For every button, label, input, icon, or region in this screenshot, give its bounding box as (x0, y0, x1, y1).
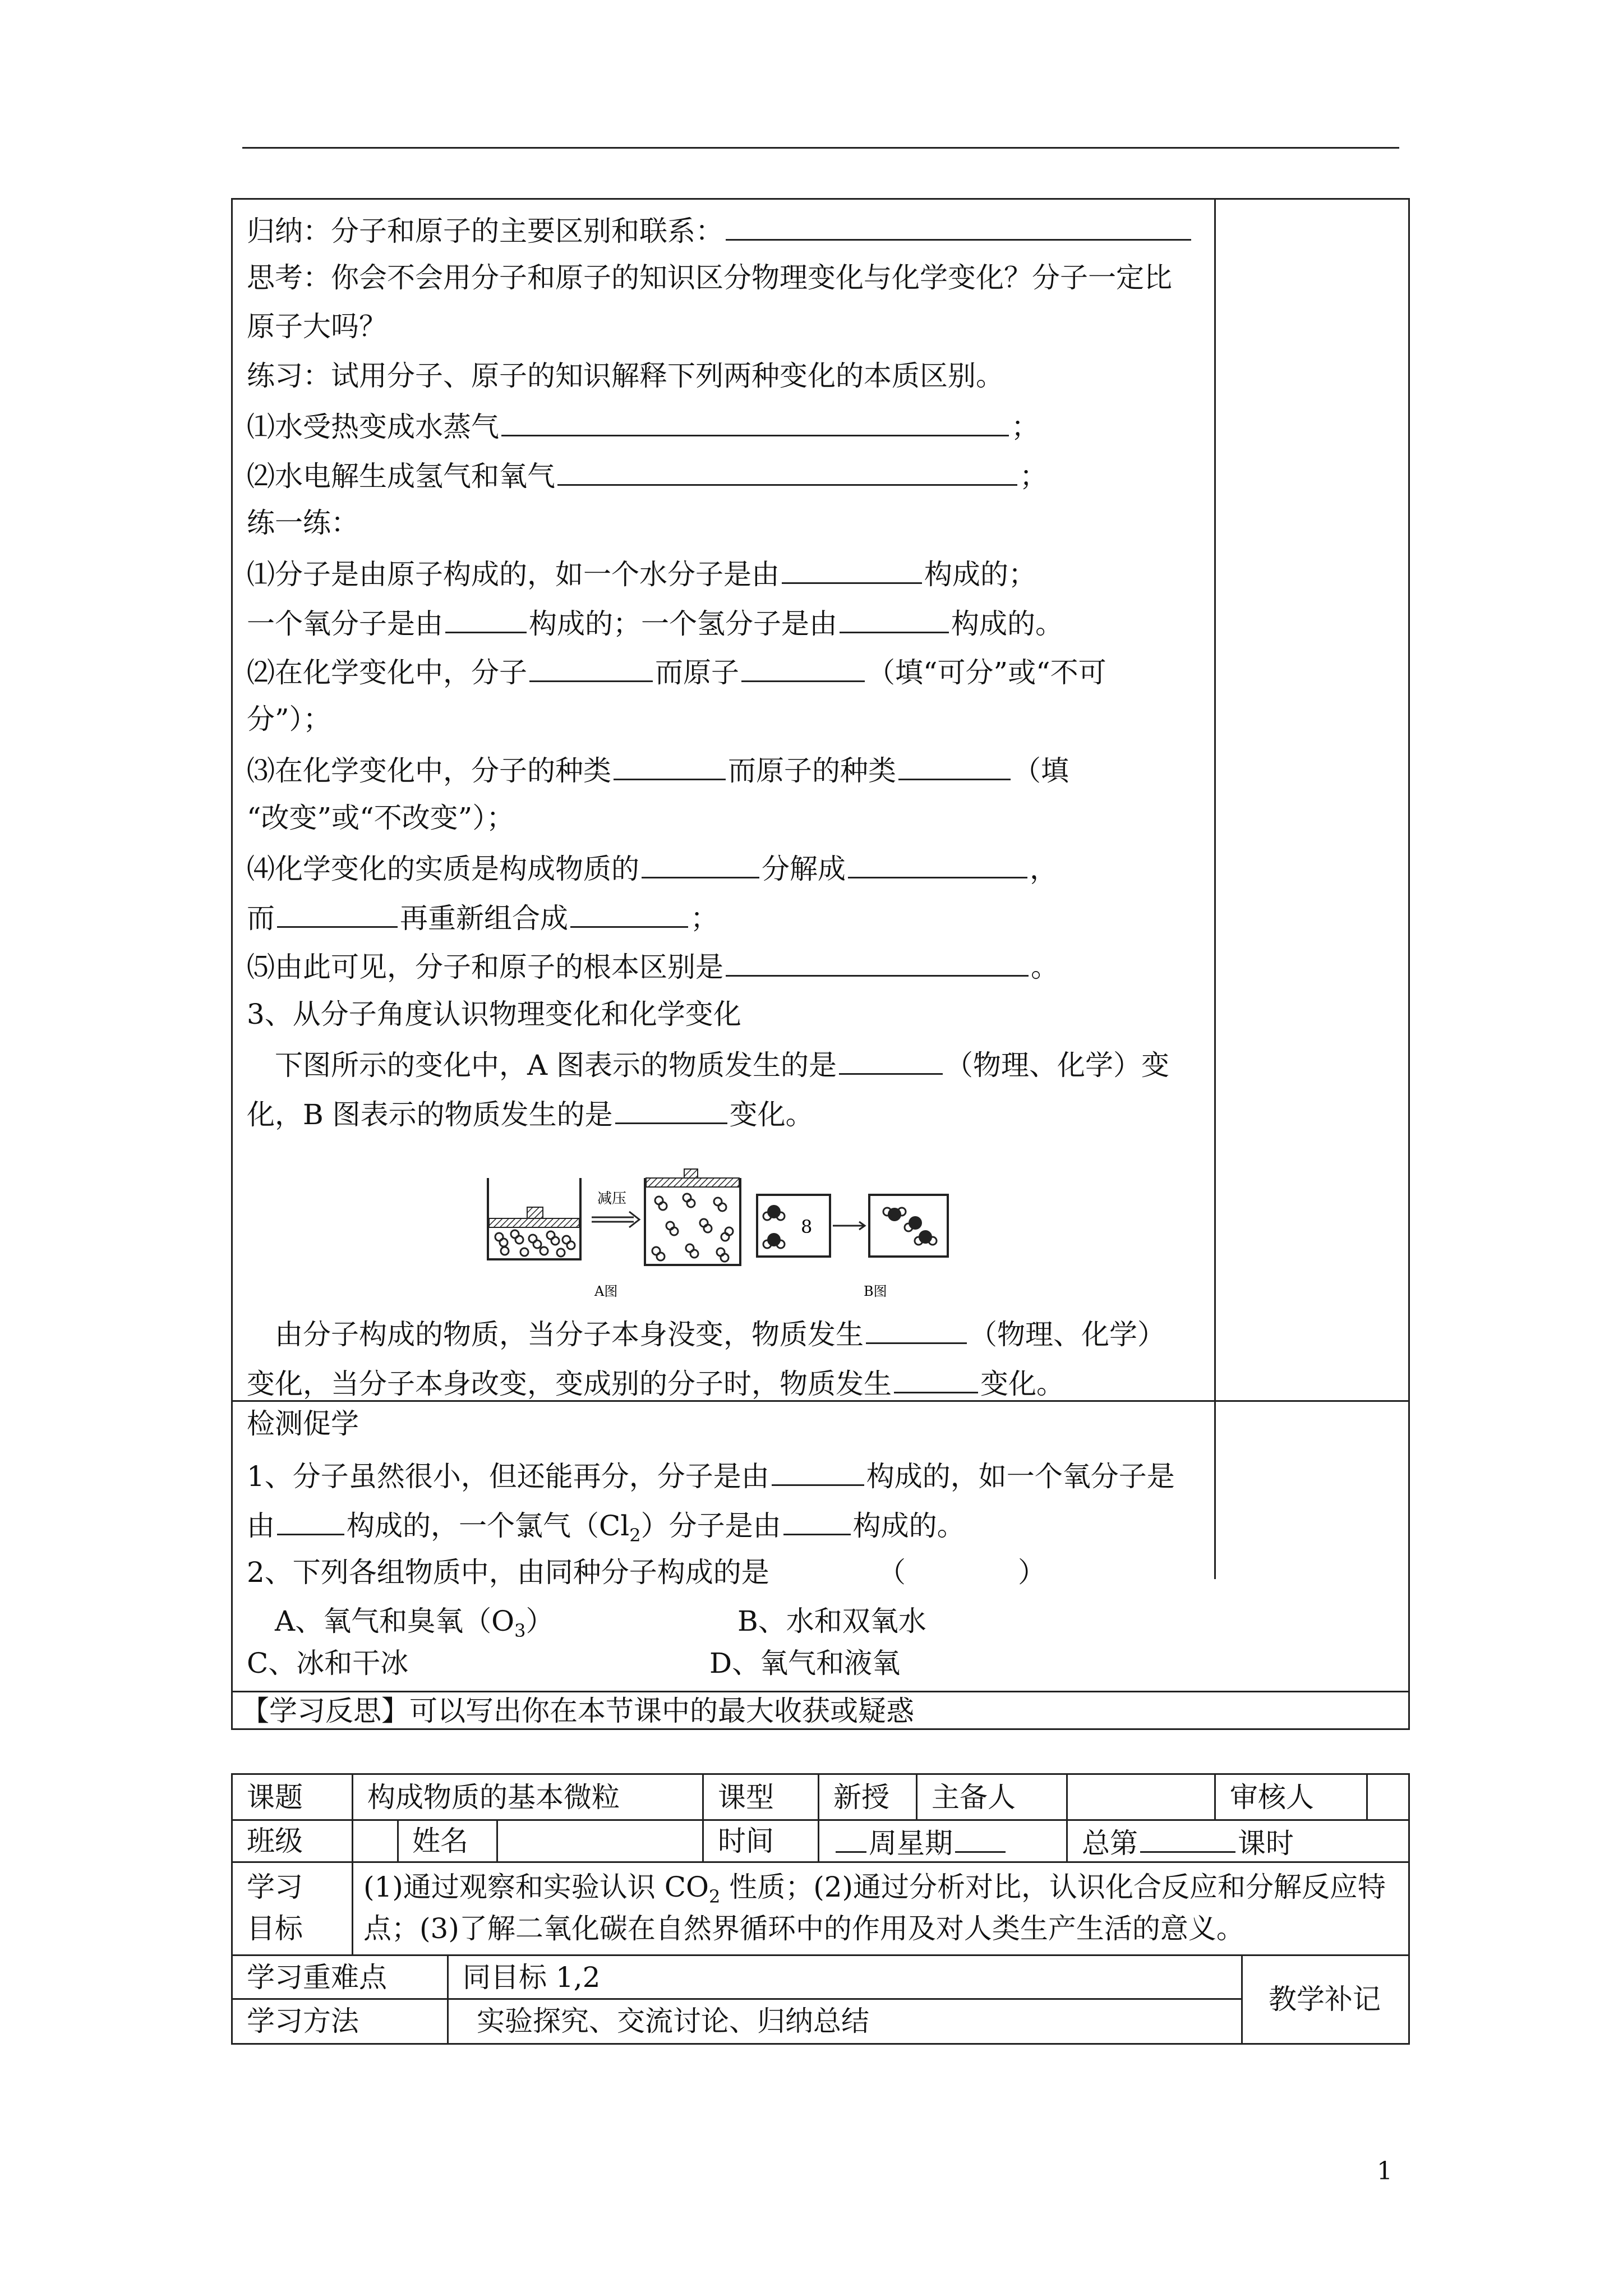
option-c[interactable]: C、冰和干冰 (247, 1647, 409, 1680)
col-divider (1366, 1773, 1368, 1819)
text-line: 变化。 (729, 1098, 814, 1131)
option-a[interactable] (275, 1604, 554, 1648)
answer-blank[interactable] (614, 752, 726, 780)
text-line: ⑶在化学变化中，分子的种类 (247, 754, 611, 787)
text-line: 1、分子虽然很小，但还能再分，分子是由 (247, 1460, 769, 1493)
answer-blank[interactable] (836, 1824, 866, 1853)
text-line: ⑷化学变化的实质是构成物质的 (247, 853, 639, 885)
method-value: 实验探究、交流讨论、归纳总结 (477, 2005, 869, 2037)
week-field[interactable] (833, 1824, 1008, 1860)
col-divider (702, 1773, 704, 1861)
arrow-label: 减压 (597, 1190, 627, 1207)
text-line: ⑴水受热变成水蒸气 (247, 411, 499, 443)
week-label: 周星期 (869, 1827, 953, 1860)
label-lesson-type: 课型 (718, 1781, 774, 1814)
text-line: 3、从分子角度认识物理变化和化学变化 (247, 998, 741, 1030)
row-divider (231, 1954, 1410, 1956)
text-line: 2、下列各组物质中，由同种分子构成的是 (247, 1556, 769, 1589)
answer-blank[interactable] (772, 1457, 864, 1486)
subscript: 2 (629, 1525, 641, 1546)
text-line: ⑵在化学变化中，分子 (247, 656, 527, 689)
right-column-divider (1214, 198, 1216, 1579)
text-line: 由分子构成的物质，当分子本身没变，物质发生 (275, 1318, 864, 1351)
col-divider (447, 1954, 449, 2045)
text-line: （填 (1013, 754, 1069, 787)
text-line: ⑵水电解生成氢气和氧气 (247, 460, 555, 493)
subscript: 3 (514, 1620, 526, 1641)
subscript: 2 (708, 1886, 721, 1907)
answer-blank[interactable] (277, 1507, 344, 1535)
goal-line-1 (363, 1870, 1386, 1913)
answer-blank[interactable] (898, 752, 1011, 780)
answer-blank[interactable] (783, 1507, 851, 1535)
page-number: 1 (1377, 2157, 1393, 2185)
text-line: ）分子是由 (640, 1510, 781, 1542)
container-b-after (869, 1195, 948, 1257)
text-line: 由 (247, 1510, 275, 1542)
row-divider-2 (231, 1691, 1410, 1692)
text-line: 构成的，如一个氧分子是 (866, 1460, 1175, 1493)
row-divider (231, 1861, 1410, 1863)
answer-blank[interactable] (642, 850, 759, 878)
topic-value: 构成物质的基本微粒 (367, 1781, 620, 1814)
reflection-prompt: 【学习反思】可以写出你在本节课中的最大收获或疑惑 (241, 1695, 914, 1727)
total-lessons-field[interactable] (1082, 1824, 1294, 1860)
hydrogen-pair-glyph: 8 (801, 1216, 813, 1237)
col-divider (352, 1773, 353, 1861)
row-divider (231, 1819, 1410, 1821)
label-goal-2: 目标 (247, 1912, 303, 1945)
label-time: 时间 (718, 1825, 774, 1857)
text-line: ； (1020, 460, 1048, 493)
col-divider (397, 1819, 399, 1861)
text-line: ； (1011, 411, 1039, 443)
answer-blank[interactable] (445, 605, 527, 633)
key-points-value: 同目标 1,2 (463, 1961, 601, 1994)
text-line: 构成的；一个氢分子是由 (529, 608, 837, 640)
text-line: 归纳：分子和原子的主要区别和联系： (247, 215, 723, 247)
header-rule (242, 147, 1399, 149)
col-divider (1214, 1773, 1216, 1819)
answer-blank[interactable] (839, 1046, 943, 1075)
answer-blank[interactable] (726, 948, 1029, 977)
col-divider (916, 1773, 917, 1819)
lesson-label: 课时 (1238, 1827, 1294, 1860)
figure-a-label: A图 (594, 1283, 618, 1299)
text-line: 化，B 图表示的物质发生的是 (247, 1098, 613, 1131)
goal-line-2: 点；(3)了解二氧化碳在自然界循环中的作用及对人类生产生活的意义。 (363, 1912, 1244, 1945)
arrow-icon (592, 1190, 639, 1227)
col-divider (818, 1773, 819, 1861)
answer-blank[interactable] (955, 1824, 1006, 1853)
answer-parentheses[interactable]: （ ） (878, 1556, 1046, 1589)
goal-text: 性质；(2)通过分析对比，认识化合反应和分解反应特 (720, 1871, 1386, 1903)
section-heading: 检测促学 (247, 1407, 359, 1440)
text-line: 而 (247, 902, 275, 935)
figure-b-label: B图 (864, 1283, 887, 1299)
option-b[interactable]: B、水和双氧水 (737, 1605, 926, 1637)
answer-blank[interactable] (840, 605, 949, 633)
text-line: 构成的； (924, 558, 1036, 591)
answer-blank[interactable] (277, 899, 398, 928)
container-a-after (645, 1169, 740, 1265)
label-preparer: 主备人 (932, 1781, 1016, 1814)
arrow-icon (833, 1222, 865, 1230)
text-line: 下图所示的变化中，A 图表示的物质发生的是 (275, 1049, 837, 1082)
text-line: （填“可分”或“不可 (867, 656, 1106, 689)
text-line: 思考：你会不会用分子和原子的知识区分物理变化与化学变化？分子一定比 (247, 261, 1172, 294)
answer-blank[interactable] (726, 212, 1191, 241)
answer-blank[interactable] (1140, 1824, 1235, 1853)
text-line: 练一练： (247, 507, 359, 539)
answer-blank[interactable] (866, 1315, 967, 1344)
answer-blank[interactable] (557, 457, 1017, 486)
text-line: ， (1030, 853, 1058, 885)
label-class: 班级 (247, 1825, 303, 1857)
text-line: 分”）； (247, 703, 331, 735)
col-divider (352, 1861, 353, 1954)
label-topic: 课题 (247, 1781, 303, 1814)
col-divider (496, 1819, 498, 1861)
molecule-diagram (482, 1156, 987, 1301)
label-name: 姓名 (412, 1825, 468, 1857)
text-line: 变化，当分子本身改变，变成别的分子时，物质发生 (247, 1368, 892, 1400)
col-divider (1066, 1773, 1068, 1861)
lesson-type-value: 新授 (833, 1781, 889, 1814)
text-line: 构成的。 (951, 608, 1063, 640)
answer-blank[interactable] (894, 1365, 978, 1393)
answer-blank[interactable] (848, 850, 1027, 878)
row-divider (231, 1998, 1241, 2000)
container-a-before (488, 1178, 580, 1259)
label-goal-1: 学习 (247, 1871, 303, 1903)
total-label: 总第 (1082, 1827, 1138, 1860)
label-reviewer: 审核人 (1230, 1781, 1314, 1814)
text-line: （物理、化学） (969, 1318, 1165, 1351)
text-line: 构成的，一个氯气（Cl (347, 1510, 630, 1542)
text-line: （物理、化学）变 (945, 1049, 1170, 1082)
text-line: 一个氧分子是由 (247, 608, 443, 640)
text-line: 练习：试用分子、原子的知识解释下列两种变化的本质区别。 (247, 360, 1004, 392)
teaching-notes-label: 教学补记 (1269, 1983, 1381, 2016)
answer-blank[interactable] (741, 654, 865, 682)
text-line: 再重新组合成 (400, 902, 568, 935)
text-line: 。 (1031, 951, 1059, 983)
text-line: 而原子的种类 (728, 754, 896, 787)
option-text: ） (525, 1605, 554, 1637)
option-d[interactable]: D、氧气和液氧 (709, 1647, 901, 1680)
label-key-points: 学习重难点 (247, 1961, 387, 1994)
container-b-before (757, 1195, 830, 1257)
goal-text: (1)通过观察和实验认识 CO (363, 1871, 709, 1903)
text-line: 变化。 (980, 1368, 1064, 1400)
text-line: 原子大吗？ (247, 310, 387, 343)
answer-blank[interactable] (529, 654, 653, 682)
option-text: A、氧气和臭氧（O (275, 1605, 515, 1637)
answer-blank[interactable] (570, 899, 688, 928)
text-line: 分解成 (762, 853, 846, 885)
text-line: 构成的。 (852, 1510, 965, 1542)
text-line: ⑴分子是由原子构成的，如一个水分子是由 (247, 558, 780, 591)
label-method: 学习方法 (247, 2005, 359, 2037)
answer-blank[interactable] (782, 555, 922, 584)
text-line: ； (690, 902, 718, 935)
answer-blank[interactable] (501, 408, 1009, 436)
col-divider (1241, 1954, 1243, 2045)
text-line: ⑸由此可见，分子和原子的根本区别是 (247, 951, 723, 983)
text-line: “改变”或“不改变”）； (247, 802, 515, 834)
text-line: 而原子 (655, 656, 739, 689)
answer-blank[interactable] (615, 1096, 727, 1124)
